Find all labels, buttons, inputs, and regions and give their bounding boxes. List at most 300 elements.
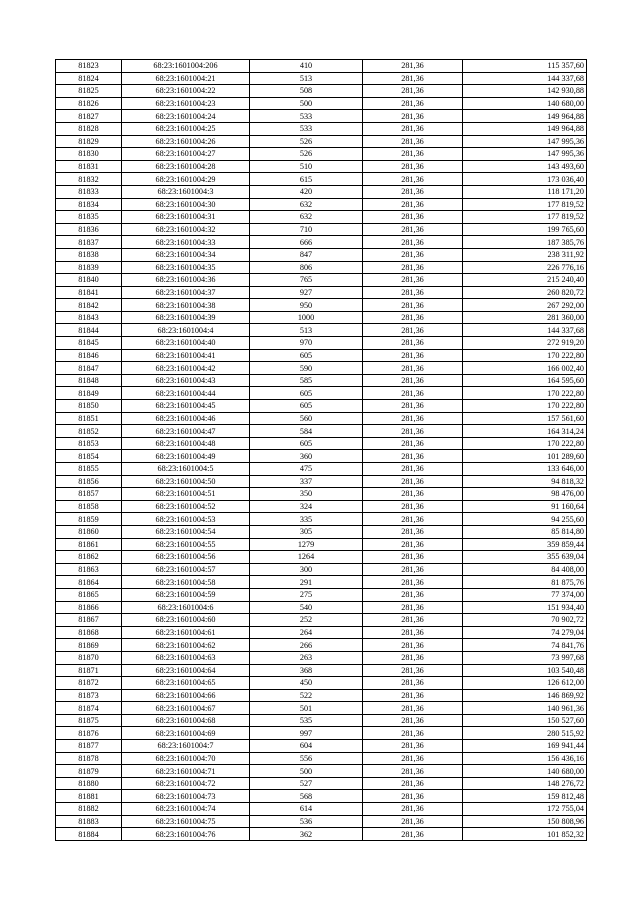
row-number-cell: 81872 <box>56 677 122 690</box>
row-number-cell: 81878 <box>56 752 122 765</box>
cadastral-number-cell: 68:23:1601004:62 <box>122 639 250 652</box>
cadastral-value-cell: 226 776,16 <box>463 261 587 274</box>
cadastral-value-cell: 140 961,36 <box>463 702 587 715</box>
table-row <box>56 185 587 198</box>
specific-value-cell: 281,36 <box>363 677 463 690</box>
table-row <box>56 236 587 249</box>
area-cell: 368 <box>250 664 363 677</box>
cadastral-value-cell: 133 646,00 <box>463 463 587 476</box>
cadastral-value-cell: 272 919,20 <box>463 337 587 350</box>
row-number-cell: 81849 <box>56 387 122 400</box>
row-number-cell: 81850 <box>56 400 122 413</box>
specific-value-cell: 281,36 <box>363 815 463 828</box>
cadastral-number-cell: 68:23:1601004:6 <box>122 601 250 614</box>
cadastral-number-cell: 68:23:1601004:47 <box>122 425 250 438</box>
specific-value-cell: 281,36 <box>363 362 463 375</box>
cadastral-value-cell: 103 540,48 <box>463 664 587 677</box>
cadastral-value-cell: 94 818,32 <box>463 475 587 488</box>
specific-value-cell: 281,36 <box>363 135 463 148</box>
cadastral-number-cell: 68:23:1601004:33 <box>122 236 250 249</box>
table-row <box>56 387 587 400</box>
area-cell: 526 <box>250 148 363 161</box>
cadastral-number-cell: 68:23:1601004:75 <box>122 815 250 828</box>
specific-value-cell: 281,36 <box>363 752 463 765</box>
cadastral-number-cell: 68:23:1601004:39 <box>122 311 250 324</box>
specific-value-cell: 281,36 <box>363 765 463 778</box>
cadastral-value-cell: 170 222,80 <box>463 387 587 400</box>
row-number-cell: 81843 <box>56 311 122 324</box>
row-number-cell: 81876 <box>56 727 122 740</box>
cadastral-value-cell: 73 997,68 <box>463 651 587 664</box>
row-number-cell: 81868 <box>56 626 122 639</box>
specific-value-cell: 281,36 <box>363 211 463 224</box>
specific-value-cell: 281,36 <box>363 538 463 551</box>
cadastral-number-cell: 68:23:1601004:46 <box>122 412 250 425</box>
table-row <box>56 803 587 816</box>
specific-value-cell: 281,36 <box>363 803 463 816</box>
cadastral-number-cell: 68:23:1601004:25 <box>122 122 250 135</box>
cadastral-value-cell: 81 875,76 <box>463 576 587 589</box>
area-cell: 360 <box>250 450 363 463</box>
table-row <box>56 148 587 161</box>
specific-value-cell: 281,36 <box>363 85 463 98</box>
specific-value-cell: 281,36 <box>363 475 463 488</box>
specific-value-cell: 281,36 <box>363 387 463 400</box>
cadastral-value-cell: 267 292,00 <box>463 299 587 312</box>
table-row <box>56 651 587 664</box>
cadastral-number-cell: 68:23:1601004:34 <box>122 248 250 261</box>
specific-value-cell: 281,36 <box>363 702 463 715</box>
specific-value-cell: 281,36 <box>363 588 463 601</box>
cadastral-value-cell: 238 311,92 <box>463 248 587 261</box>
cadastral-value-cell: 101 289,60 <box>463 450 587 463</box>
area-cell: 560 <box>250 412 363 425</box>
row-number-cell: 81877 <box>56 740 122 753</box>
table-row <box>56 412 587 425</box>
cadastral-number-cell: 68:23:1601004:29 <box>122 173 250 186</box>
cadastral-value-cell: 101 852,32 <box>463 828 587 841</box>
area-cell: 568 <box>250 790 363 803</box>
cadastral-number-cell: 68:23:1601004:71 <box>122 765 250 778</box>
specific-value-cell: 281,36 <box>363 614 463 627</box>
cadastral-value-cell: 166 002,40 <box>463 362 587 375</box>
table-row <box>56 110 587 123</box>
cadastral-value-cell: 84 408,00 <box>463 563 587 576</box>
table-row <box>56 828 587 841</box>
cadastral-number-cell: 68:23:1601004:24 <box>122 110 250 123</box>
row-number-cell: 81862 <box>56 551 122 564</box>
specific-value-cell: 281,36 <box>363 727 463 740</box>
specific-value-cell: 281,36 <box>363 324 463 337</box>
table-row <box>56 135 587 148</box>
row-number-cell: 81871 <box>56 664 122 677</box>
specific-value-cell: 281,36 <box>363 248 463 261</box>
row-number-cell: 81873 <box>56 689 122 702</box>
row-number-cell: 81834 <box>56 198 122 211</box>
table-row <box>56 664 587 677</box>
specific-value-cell: 281,36 <box>363 664 463 677</box>
table-row <box>56 702 587 715</box>
row-number-cell: 81844 <box>56 324 122 337</box>
row-number-cell: 81826 <box>56 97 122 110</box>
area-cell: 927 <box>250 286 363 299</box>
table-row <box>56 463 587 476</box>
area-cell: 585 <box>250 374 363 387</box>
area-cell: 410 <box>250 60 363 73</box>
cadastral-value-cell: 140 680,00 <box>463 97 587 110</box>
cadastral-number-cell: 68:23:1601004:66 <box>122 689 250 702</box>
area-cell: 605 <box>250 400 363 413</box>
area-cell: 533 <box>250 122 363 135</box>
cadastral-number-cell: 68:23:1601004:68 <box>122 714 250 727</box>
row-number-cell: 81879 <box>56 765 122 778</box>
cadastral-value-cell: 85 814,80 <box>463 525 587 538</box>
cadastral-number-cell: 68:23:1601004:41 <box>122 349 250 362</box>
area-cell: 305 <box>250 525 363 538</box>
row-number-cell: 81840 <box>56 274 122 287</box>
cadastral-number-cell: 68:23:1601004:38 <box>122 299 250 312</box>
specific-value-cell: 281,36 <box>363 223 463 236</box>
specific-value-cell: 281,36 <box>363 72 463 85</box>
specific-value-cell: 281,36 <box>363 400 463 413</box>
table-body <box>56 60 587 841</box>
cadastral-number-cell: 68:23:1601004:58 <box>122 576 250 589</box>
table-row <box>56 714 587 727</box>
area-cell: 263 <box>250 651 363 664</box>
specific-value-cell: 281,36 <box>363 525 463 538</box>
cadastral-value-cell: 355 639,04 <box>463 551 587 564</box>
area-cell: 556 <box>250 752 363 765</box>
area-cell: 605 <box>250 437 363 450</box>
cadastral-value-cell: 146 869,92 <box>463 689 587 702</box>
specific-value-cell: 281,36 <box>363 374 463 387</box>
area-cell: 527 <box>250 777 363 790</box>
cadastral-number-cell: 68:23:1601004:40 <box>122 337 250 350</box>
table-row <box>56 601 587 614</box>
cadastral-value-cell: 126 612,00 <box>463 677 587 690</box>
cadastral-value-cell: 149 964,88 <box>463 110 587 123</box>
cadastral-value-cell: 148 276,72 <box>463 777 587 790</box>
cadastral-number-cell: 68:23:1601004:76 <box>122 828 250 841</box>
table-row <box>56 261 587 274</box>
area-cell: 420 <box>250 185 363 198</box>
area-cell: 522 <box>250 689 363 702</box>
row-number-cell: 81857 <box>56 488 122 501</box>
row-number-cell: 81838 <box>56 248 122 261</box>
cadastral-number-cell: 68:23:1601004:22 <box>122 85 250 98</box>
cadastral-value-cell: 144 337,68 <box>463 72 587 85</box>
cadastral-value-cell: 98 476,00 <box>463 488 587 501</box>
table-row <box>56 97 587 110</box>
cadastral-value-cell: 157 561,60 <box>463 412 587 425</box>
area-cell: 615 <box>250 173 363 186</box>
specific-value-cell: 281,36 <box>363 551 463 564</box>
area-cell: 604 <box>250 740 363 753</box>
area-cell: 275 <box>250 588 363 601</box>
row-number-cell: 81833 <box>56 185 122 198</box>
area-cell: 997 <box>250 727 363 740</box>
table-row <box>56 576 587 589</box>
area-cell: 605 <box>250 349 363 362</box>
cadastral-number-cell: 68:23:1601004:72 <box>122 777 250 790</box>
specific-value-cell: 281,36 <box>363 299 463 312</box>
row-number-cell: 81869 <box>56 639 122 652</box>
cadastral-number-cell: 68:23:1601004:37 <box>122 286 250 299</box>
cadastral-value-cell: 140 680,00 <box>463 765 587 778</box>
specific-value-cell: 281,36 <box>363 828 463 841</box>
area-cell: 526 <box>250 135 363 148</box>
table-row <box>56 752 587 765</box>
table-row <box>56 374 587 387</box>
table-row <box>56 400 587 413</box>
table-row <box>56 437 587 450</box>
specific-value-cell: 281,36 <box>363 500 463 513</box>
specific-value-cell: 281,36 <box>363 651 463 664</box>
row-number-cell: 81848 <box>56 374 122 387</box>
specific-value-cell: 281,36 <box>363 639 463 652</box>
cadastral-number-cell: 68:23:1601004:48 <box>122 437 250 450</box>
cadastral-number-cell: 68:23:1601004:21 <box>122 72 250 85</box>
area-cell: 806 <box>250 261 363 274</box>
row-number-cell: 81864 <box>56 576 122 589</box>
area-cell: 513 <box>250 72 363 85</box>
cadastral-number-cell: 68:23:1601004:4 <box>122 324 250 337</box>
cadastral-value-cell: 280 515,92 <box>463 727 587 740</box>
table-row <box>56 274 587 287</box>
cadastral-value-cell: 164 595,60 <box>463 374 587 387</box>
cadastral-value-cell: 150 808,96 <box>463 815 587 828</box>
area-cell: 533 <box>250 110 363 123</box>
cadastral-value-cell: 156 436,16 <box>463 752 587 765</box>
row-number-cell: 81835 <box>56 211 122 224</box>
cadastral-value-cell: 170 222,80 <box>463 437 587 450</box>
table-row <box>56 500 587 513</box>
specific-value-cell: 281,36 <box>363 110 463 123</box>
specific-value-cell: 281,36 <box>363 626 463 639</box>
cadastral-number-cell: 68:23:1601004:54 <box>122 525 250 538</box>
row-number-cell: 81841 <box>56 286 122 299</box>
specific-value-cell: 281,36 <box>363 790 463 803</box>
cadastral-value-cell: 77 374,00 <box>463 588 587 601</box>
specific-value-cell: 281,36 <box>363 488 463 501</box>
cadastral-value-cell: 149 964,88 <box>463 122 587 135</box>
cadastral-value-cell: 70 902,72 <box>463 614 587 627</box>
cadastral-value-cell: 118 171,20 <box>463 185 587 198</box>
row-number-cell: 81828 <box>56 122 122 135</box>
area-cell: 590 <box>250 362 363 375</box>
table-row <box>56 563 587 576</box>
table-row <box>56 324 587 337</box>
cadastral-number-cell: 68:23:1601004:31 <box>122 211 250 224</box>
row-number-cell: 81861 <box>56 538 122 551</box>
row-number-cell: 81825 <box>56 85 122 98</box>
table-row <box>56 513 587 526</box>
row-number-cell: 81870 <box>56 651 122 664</box>
specific-value-cell: 281,36 <box>363 714 463 727</box>
row-number-cell: 81836 <box>56 223 122 236</box>
cadastral-value-cell: 199 765,60 <box>463 223 587 236</box>
table-row <box>56 551 587 564</box>
row-number-cell: 81829 <box>56 135 122 148</box>
cadastral-number-cell: 68:23:1601004:70 <box>122 752 250 765</box>
area-cell: 1279 <box>250 538 363 551</box>
table-row <box>56 425 587 438</box>
row-number-cell: 81837 <box>56 236 122 249</box>
specific-value-cell: 281,36 <box>363 437 463 450</box>
table-row <box>56 765 587 778</box>
cadastral-value-cell: 173 036,40 <box>463 173 587 186</box>
specific-value-cell: 281,36 <box>363 513 463 526</box>
area-cell: 500 <box>250 765 363 778</box>
cadastral-number-cell: 68:23:1601004:65 <box>122 677 250 690</box>
cadastral-value-cell: 170 222,80 <box>463 349 587 362</box>
cadastral-value-cell: 281 360,00 <box>463 311 587 324</box>
table-row <box>56 614 587 627</box>
specific-value-cell: 281,36 <box>363 185 463 198</box>
table-row <box>56 488 587 501</box>
table-row <box>56 223 587 236</box>
cadastral-number-cell: 68:23:1601004:49 <box>122 450 250 463</box>
area-cell: 535 <box>250 714 363 727</box>
row-number-cell: 81845 <box>56 337 122 350</box>
specific-value-cell: 281,36 <box>363 601 463 614</box>
row-number-cell: 81824 <box>56 72 122 85</box>
area-cell: 252 <box>250 614 363 627</box>
table-row <box>56 122 587 135</box>
area-cell: 335 <box>250 513 363 526</box>
specific-value-cell: 281,36 <box>363 463 463 476</box>
area-cell: 1000 <box>250 311 363 324</box>
row-number-cell: 81884 <box>56 828 122 841</box>
table-row <box>56 626 587 639</box>
area-cell: 291 <box>250 576 363 589</box>
cadastral-number-cell: 68:23:1601004:69 <box>122 727 250 740</box>
cadastral-number-cell: 68:23:1601004:44 <box>122 387 250 400</box>
area-cell: 500 <box>250 97 363 110</box>
specific-value-cell: 281,36 <box>363 60 463 73</box>
cadastral-value-cell: 159 812,48 <box>463 790 587 803</box>
table-row <box>56 475 587 488</box>
cadastral-number-cell: 68:23:1601004:73 <box>122 790 250 803</box>
area-cell: 584 <box>250 425 363 438</box>
area-cell: 324 <box>250 500 363 513</box>
cadastral-value-cell: 169 941,44 <box>463 740 587 753</box>
cadastral-value-cell: 170 222,80 <box>463 400 587 413</box>
specific-value-cell: 281,36 <box>363 198 463 211</box>
cadastral-number-cell: 68:23:1601004:45 <box>122 400 250 413</box>
cadastral-value-cell: 74 279,04 <box>463 626 587 639</box>
table-row <box>56 790 587 803</box>
area-cell: 362 <box>250 828 363 841</box>
area-cell: 300 <box>250 563 363 576</box>
cadastral-number-cell: 68:23:1601004:55 <box>122 538 250 551</box>
area-cell: 847 <box>250 248 363 261</box>
area-cell: 510 <box>250 160 363 173</box>
cadastral-number-cell: 68:23:1601004:7 <box>122 740 250 753</box>
specific-value-cell: 281,36 <box>363 576 463 589</box>
row-number-cell: 81865 <box>56 588 122 601</box>
cadastral-number-cell: 68:23:1601004:53 <box>122 513 250 526</box>
specific-value-cell: 281,36 <box>363 148 463 161</box>
cadastral-number-cell: 68:23:1601004:206 <box>122 60 250 73</box>
cadastral-value-cell: 147 995,36 <box>463 135 587 148</box>
cadastral-number-cell: 68:23:1601004:43 <box>122 374 250 387</box>
row-number-cell: 81855 <box>56 463 122 476</box>
area-cell: 970 <box>250 337 363 350</box>
row-number-cell: 81832 <box>56 173 122 186</box>
cadastral-value-cell: 172 755,04 <box>463 803 587 816</box>
cadastral-number-cell: 68:23:1601004:3 <box>122 185 250 198</box>
area-cell: 508 <box>250 85 363 98</box>
cadastral-number-cell: 68:23:1601004:42 <box>122 362 250 375</box>
specific-value-cell: 281,36 <box>363 349 463 362</box>
area-cell: 1264 <box>250 551 363 564</box>
table-row <box>56 72 587 85</box>
cadastral-value-cell: 177 819,52 <box>463 211 587 224</box>
cadastral-value-cell: 144 337,68 <box>463 324 587 337</box>
table-row <box>56 286 587 299</box>
cadastral-value-cell: 91 160,64 <box>463 500 587 513</box>
specific-value-cell: 281,36 <box>363 740 463 753</box>
area-cell: 540 <box>250 601 363 614</box>
row-number-cell: 81866 <box>56 601 122 614</box>
area-cell: 266 <box>250 639 363 652</box>
specific-value-cell: 281,36 <box>363 97 463 110</box>
cadastral-value-cell: 142 930,88 <box>463 85 587 98</box>
row-number-cell: 81827 <box>56 110 122 123</box>
specific-value-cell: 281,36 <box>363 274 463 287</box>
table-row <box>56 740 587 753</box>
cadastral-number-cell: 68:23:1601004:35 <box>122 261 250 274</box>
cadastral-number-cell: 68:23:1601004:32 <box>122 223 250 236</box>
row-number-cell: 81852 <box>56 425 122 438</box>
row-number-cell: 81830 <box>56 148 122 161</box>
area-cell: 950 <box>250 299 363 312</box>
row-number-cell: 81847 <box>56 362 122 375</box>
specific-value-cell: 281,36 <box>363 122 463 135</box>
cadastral-number-cell: 68:23:1601004:50 <box>122 475 250 488</box>
table-row <box>56 173 587 186</box>
specific-value-cell: 281,36 <box>363 450 463 463</box>
table-row <box>56 299 587 312</box>
cadastral-value-cell: 260 820,72 <box>463 286 587 299</box>
cadastral-number-cell: 68:23:1601004:23 <box>122 97 250 110</box>
specific-value-cell: 281,36 <box>363 563 463 576</box>
table-row <box>56 337 587 350</box>
specific-value-cell: 281,36 <box>363 689 463 702</box>
specific-value-cell: 281,36 <box>363 286 463 299</box>
specific-value-cell: 281,36 <box>363 261 463 274</box>
row-number-cell: 81880 <box>56 777 122 790</box>
cadastral-number-cell: 68:23:1601004:63 <box>122 651 250 664</box>
cadastral-value-cell: 74 841,76 <box>463 639 587 652</box>
area-cell: 614 <box>250 803 363 816</box>
row-number-cell: 81874 <box>56 702 122 715</box>
row-number-cell: 81863 <box>56 563 122 576</box>
row-number-cell: 81859 <box>56 513 122 526</box>
specific-value-cell: 281,36 <box>363 173 463 186</box>
row-number-cell: 81867 <box>56 614 122 627</box>
area-cell: 350 <box>250 488 363 501</box>
table-row <box>56 588 587 601</box>
area-cell: 632 <box>250 198 363 211</box>
specific-value-cell: 281,36 <box>363 412 463 425</box>
cadastral-number-cell: 68:23:1601004:52 <box>122 500 250 513</box>
cadastral-number-cell: 68:23:1601004:26 <box>122 135 250 148</box>
area-cell: 666 <box>250 236 363 249</box>
cadastral-number-cell: 68:23:1601004:74 <box>122 803 250 816</box>
row-number-cell: 81839 <box>56 261 122 274</box>
